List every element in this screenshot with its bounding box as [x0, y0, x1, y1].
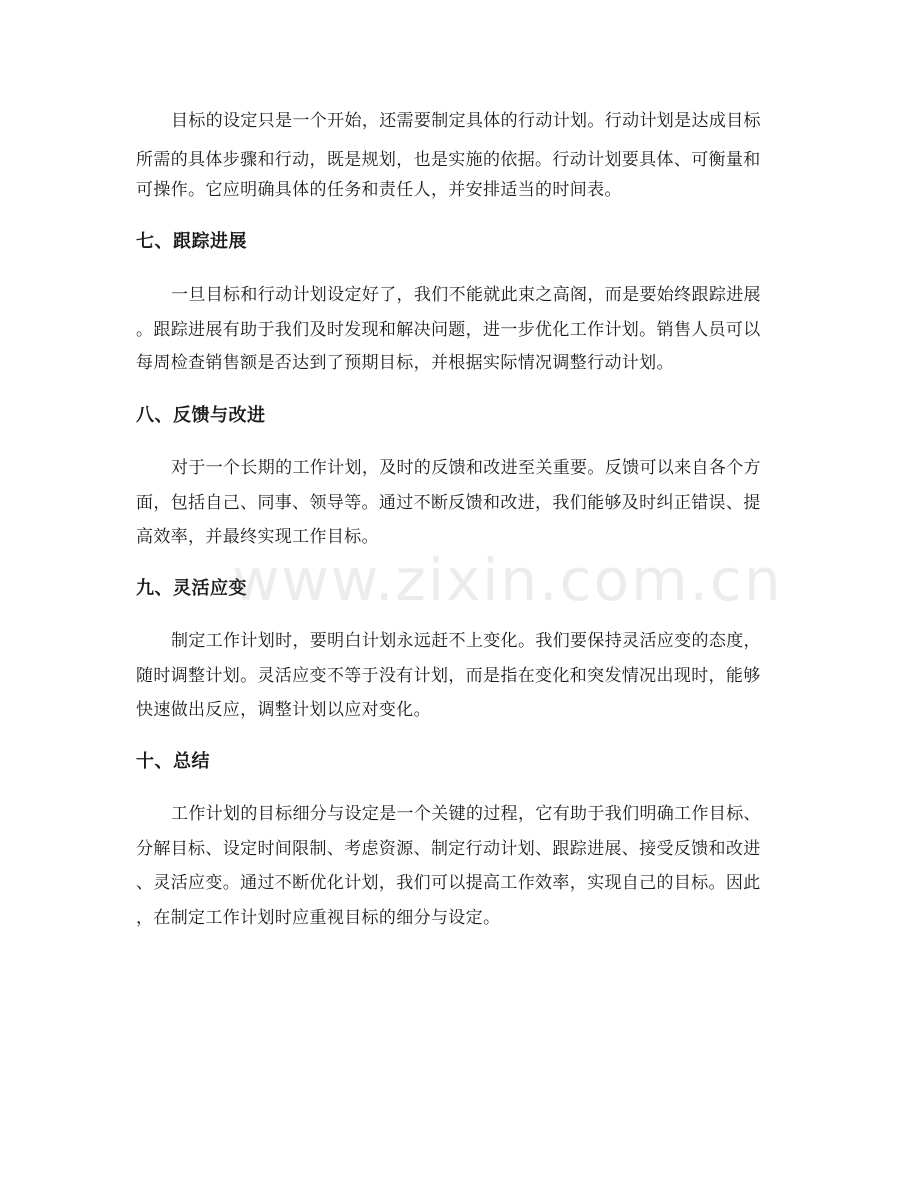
paragraph-line: 快速做出反应，调整计划以应对变化。	[136, 700, 431, 720]
paragraph-line: 所需的具体步骤和行动，既是规划，也是实施的依据。行动计划要具体、可衡量和	[136, 150, 761, 170]
paragraph-line: ，在制定工作计划时应重视目标的细分与设定。	[136, 908, 501, 928]
paragraph-line: 目标的设定只是一个开始，还需要制定具体的行动计划。行动计划是达成目标	[171, 111, 761, 131]
paragraph-line: 工作计划的目标细分与设定是一个关键的过程，它有助于我们明确工作目标、	[171, 804, 761, 824]
section-heading-7: 七、跟踪进展	[136, 231, 247, 252]
paragraph-line: 每周检查销售额是否达到了预期目标，并根据实际情况调整行动计划。	[136, 353, 674, 373]
paragraph-line: 高效率，并最终实现工作目标。	[136, 527, 379, 547]
section-heading-9: 九、灵活应变	[136, 578, 247, 599]
paragraph-line: 、灵活应变。通过不断优化计划，我们可以提高工作效率，实现自己的目标。因此	[136, 873, 761, 893]
paragraph-line: 一旦目标和行动计划设定好了，我们不能就此束之高阁，而是要始终跟踪进展	[171, 285, 761, 305]
paragraph-line: 制定工作计划时，要明白计划永远赶不上变化。我们要保持灵活应变的态度，	[171, 631, 761, 651]
paragraph-line: 分解目标、设定时间限制、考虑资源、制定行动计划、跟踪进展、接受反馈和改进	[136, 839, 761, 859]
paragraph-line: 随时调整计划。灵活应变不等于没有计划，而是指在变化和突发情况出现时，能够	[136, 666, 761, 686]
paragraph-line: 面，包括自己、同事、领导等。通过不断反馈和改进，我们能够及时纠正错误、提	[136, 493, 761, 513]
paragraph-line: 可操作。它应明确具体的任务和责任人，并安排适当的时间表。	[136, 180, 622, 200]
section-heading-8: 八、反馈与改进	[136, 405, 266, 426]
paragraph-line: 对于一个长期的工作计划，及时的反馈和改进至关重要。反馈可以来自各个方	[171, 458, 761, 478]
watermark: www.zixin.com.cn	[232, 546, 783, 614]
section-heading-10: 十、总结	[136, 751, 210, 772]
paragraph-line: 。跟踪进展有助于我们及时发现和解决问题，进一步优化工作计划。销售人员可以	[136, 320, 761, 340]
